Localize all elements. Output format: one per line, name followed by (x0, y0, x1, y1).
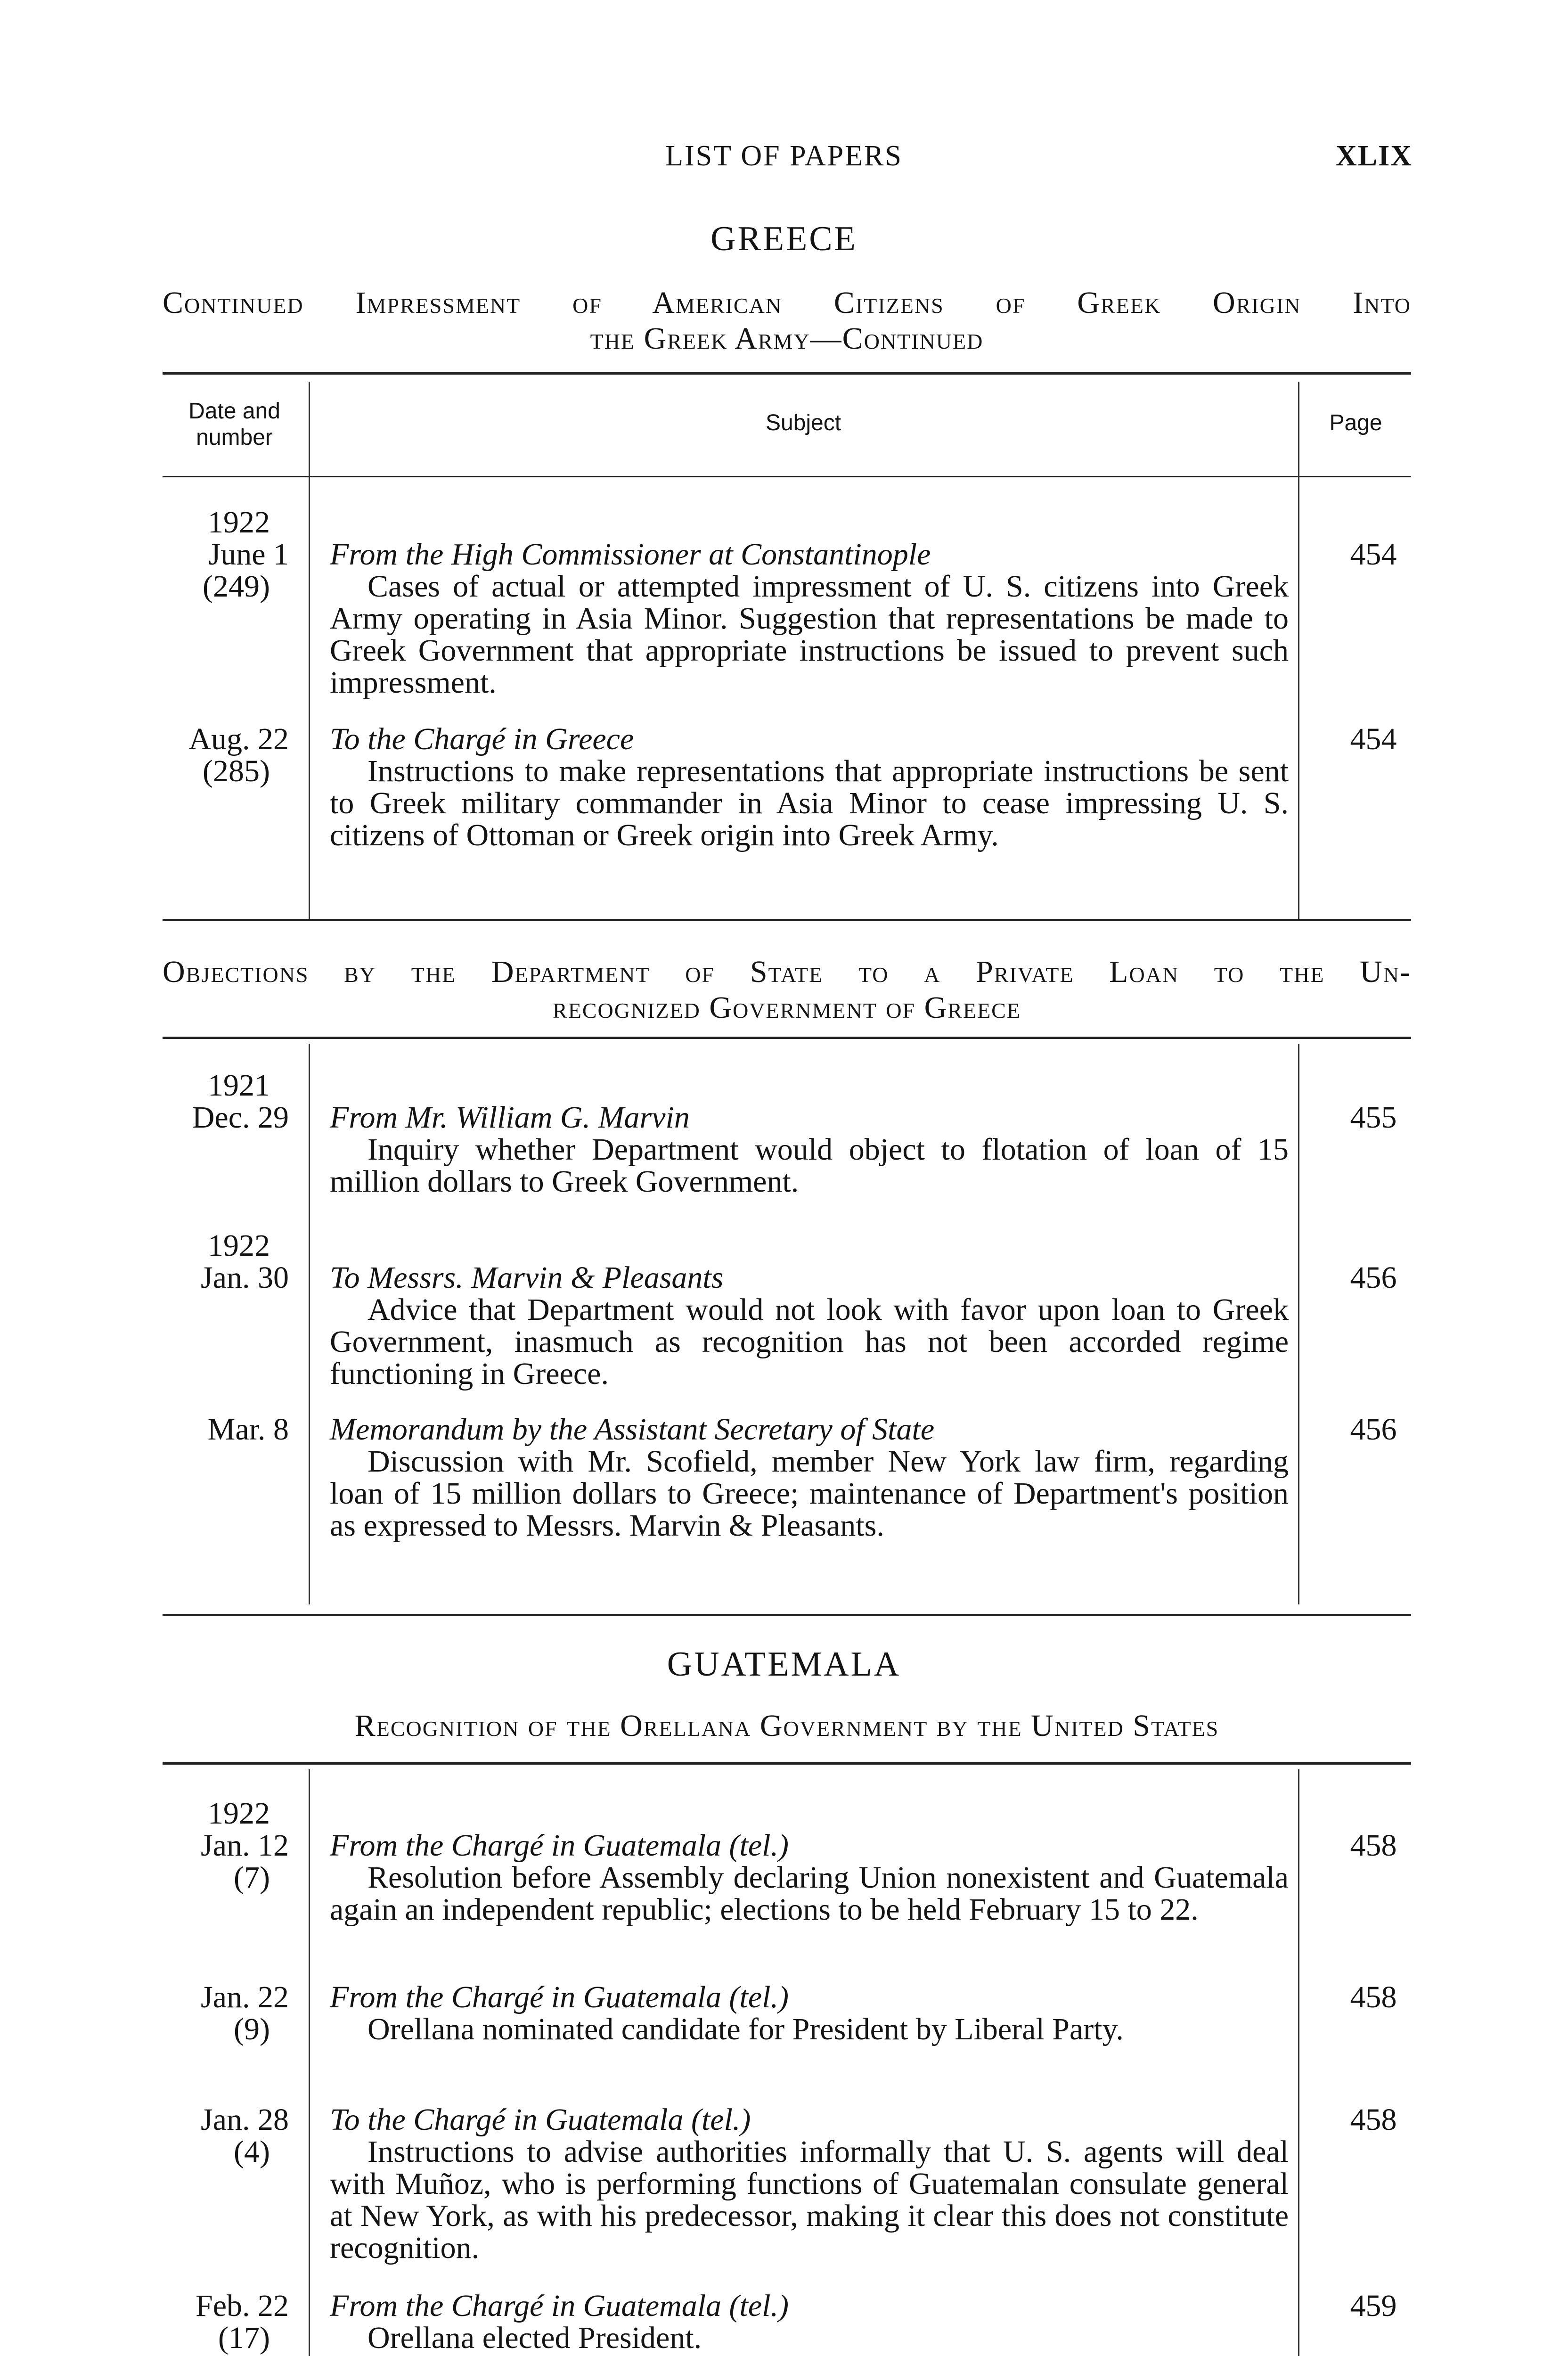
entry-date: Dec. 29 (192, 1100, 289, 1135)
date-cell (201, 1981, 289, 2045)
subject-cell (330, 2104, 1289, 2264)
column-divider (1298, 1769, 1299, 2356)
entry-correspondent: To Messrs. Marvin & Pleasants (330, 1260, 724, 1295)
entry-summary: Cases of actual or attempted impressment of U. S. citizens into Greek Army operating in Asia Minor. Suggestion that representations be made to Greek Government that appropriate instructions be issued to prevent such impressment. (330, 569, 1289, 700)
subject-heading-line: Objections by the Department of State to a Private Loan to the Un- (163, 955, 1411, 989)
subject-cell (330, 1414, 1289, 1542)
entry-correspondent: To the Chargé in Greece (330, 722, 634, 756)
subject-cell (330, 2290, 1289, 2354)
column-header-date: Date and number (188, 399, 280, 450)
entry-date: Aug. 22 (188, 722, 289, 756)
entry-date: Feb. 22 (196, 2289, 289, 2323)
entry-year: 1922 (208, 1796, 270, 1831)
subject-heading-line: Continued Impressment of American Citizens of Greek Origin Into (163, 286, 1411, 320)
entry-page: 454 (1350, 537, 1397, 572)
page-number: XLIX (1335, 140, 1413, 172)
date-cell (201, 2104, 289, 2168)
column-header-subject: Subject (765, 410, 841, 435)
entry-page: 456 (1350, 1412, 1397, 1447)
entry-correspondent: Memorandum by the Assistant Secretary of State (330, 1412, 935, 1447)
column-divider (1298, 382, 1299, 919)
entry-date: Jan. 12 (201, 1828, 289, 1863)
entry-date: June 1 (208, 537, 289, 572)
entry-date: Jan. 22 (201, 1980, 289, 2014)
country-heading: GUATEMALA (667, 1645, 901, 1684)
entry-correspondent: From the Chargé in Guatemala (tel.) (330, 1828, 789, 1863)
entry-correspondent: From the Chargé in Guatemala (tel.) (330, 1980, 789, 2014)
running-head (0, 139, 1568, 182)
subject-heading (163, 285, 1411, 357)
subject-cell (330, 1102, 1289, 1198)
entry-page: 458 (1350, 2102, 1397, 2137)
entry-summary: Discussion with Mr. Scofield, member New York law firm, regarding loan of 15 million dollars to Greece; maintenance of Department's position as expressed to Messrs. Marvin & Pleasants. (330, 1444, 1289, 1543)
entry-summary: Inquiry whether Department would object to flotation of loan of 15 million dollars to Greek Government. (330, 1132, 1289, 1199)
entry-page: 458 (1350, 1980, 1397, 2014)
country-heading: GREECE (710, 220, 858, 258)
subject-cell (330, 1262, 1289, 1390)
date-cell (188, 723, 289, 787)
column-divider (309, 1769, 310, 2356)
table-top-rule (163, 1037, 1411, 1039)
table-bottom-rule (163, 1614, 1411, 1616)
entry-date: Jan. 28 (201, 2102, 289, 2137)
entry-number: (4) (234, 2135, 270, 2169)
table-bottom-rule (163, 919, 1411, 921)
column-divider (309, 382, 310, 919)
entry-year: 1921 (208, 1068, 270, 1103)
running-head-title: LIST OF PAPERS (665, 140, 903, 172)
entry-page: 454 (1350, 722, 1397, 756)
entry-date: Jan. 30 (201, 1260, 289, 1295)
table-top-rule (163, 372, 1411, 375)
subject-heading-line: Recognition of the Orellana Government by the United States (354, 1709, 1219, 1743)
column-divider (309, 1044, 310, 1604)
date-cell (201, 1798, 289, 1894)
subject-cell (330, 1830, 1289, 1926)
subject-heading-line: the Greek Army—Continued (590, 321, 984, 356)
entry-summary: Orellana elected President. (368, 2321, 702, 2355)
entry-number: (285) (203, 754, 270, 788)
date-cell (192, 1070, 289, 1134)
subject-heading (163, 954, 1411, 1026)
date-cell (196, 2290, 289, 2354)
entry-date: Mar. 8 (207, 1412, 289, 1447)
entry-page: 455 (1350, 1100, 1397, 1135)
entry-number: (9) (234, 2012, 270, 2046)
entry-year: 1922 (208, 1228, 270, 1263)
entry-correspondent: To the Chargé in Guatemala (tel.) (330, 2102, 751, 2137)
entry-page: 456 (1350, 1260, 1397, 1295)
subject-heading (163, 1708, 1411, 1744)
entry-page: 459 (1350, 2289, 1397, 2323)
date-cell (203, 507, 289, 603)
entry-summary: Instructions to advise authorities informally that U. S. agents will deal with Muñoz, who is performing functions of Guatemalan consulate general at New York, as with his predecessor, making it clear this does not constitute recognition. (330, 2135, 1289, 2265)
date-cell (201, 1230, 289, 1294)
subject-cell (330, 539, 1289, 699)
entry-number: (17) (218, 2321, 270, 2355)
entry-summary: Orellana nominated candidate for President by Liberal Party. (368, 2012, 1124, 2046)
entry-year: 1922 (208, 505, 270, 540)
entry-number: (7) (234, 1860, 270, 1895)
entry-correspondent: From the High Commissioner at Constantinople (330, 537, 931, 572)
column-header-page: Page (1329, 410, 1382, 435)
entry-summary: Resolution before Assembly declaring Union nonexistent and Guatemala again an independent republic; elections to be held February 15 to 22. (330, 1860, 1289, 1927)
date-cell (208, 1414, 289, 1446)
entry-number: (249) (203, 569, 270, 604)
subject-cell (330, 1981, 1289, 2045)
header-rule (163, 476, 1411, 477)
entry-summary: Advice that Department would not look with favor upon loan to Greek Government, inasmuch as recognition has not been accorded regime functioning in Greece. (330, 1293, 1289, 1391)
entry-correspondent: From Mr. William G. Marvin (330, 1100, 690, 1135)
subject-cell (330, 723, 1289, 851)
column-divider (1298, 1044, 1299, 1604)
entry-page: 458 (1350, 1828, 1397, 1863)
subject-heading-line: recognized Government of Greece (553, 990, 1021, 1025)
table-top-rule (163, 1762, 1411, 1765)
entry-summary: Instructions to make representations that appropriate instructions be sent to Greek military commander in Asia Minor to cease impressing U. S. citizens of Ottoman or Greek origin into Greek Army. (330, 754, 1289, 852)
entry-correspondent: From the Chargé in Guatemala (tel.) (330, 2289, 789, 2323)
